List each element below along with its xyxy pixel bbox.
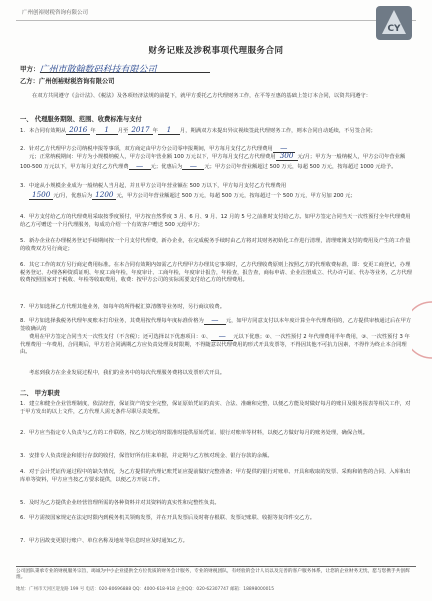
contract-title: 财务记账及涉税事项代理服务合同 [148, 46, 284, 56]
annual-fee: — [204, 316, 226, 325]
party-b [20, 76, 114, 85]
section-1-heading: 一、 代理服务期限、范围、收费标准与支付 [20, 116, 142, 123]
clause-2-7: 7. 甲方因故变更银行账户、单位名称及地址等信息时应及时通知乙方。 [20, 538, 188, 544]
company-logo-icon [374, 4, 414, 42]
end-year: 2017 [128, 126, 152, 135]
clause-2-5: 5. 及时为乙方提供企业经营管理所需的各种资料并对其资料的真实性和完整性负责。 [20, 500, 220, 506]
discount-1: — [211, 332, 233, 341]
clause-2-3: 3. 安排专人负责现金和银行存款的收付，保管好所有往来单据，并定期与乙方核对现金、银行存款的余额。 [20, 453, 273, 459]
clause-1-1: 1. 本合同有效期从 2016 年 1 月至 2017 年 1 月，期满双方未提出异议视续签此代理财务工作，则本合同自动延续，不另签合同； [20, 125, 376, 134]
footer-contact: 地址：广州市天河区迎龙路 199 号 电话：020-80696888 QQ：4000-618-918 企业QQ：020-62307747 邮箱：18898000015 [16, 587, 275, 592]
clause-1-5: 5. 新办企业在办理税务登记手续期间按一个月支付代理费，新办企业，在完成税务手续时由乙方将对其财务初始化工作进行清理，清理账簿支付的费用及产生的工作量的收费双方另行商定； [20, 238, 411, 252]
company-header: 广州创裕财税咨询有限公司 [22, 10, 89, 16]
party-a-name: 广州市散翰数码科技有限公司 [40, 62, 210, 73]
party-b-name: 广州创裕财税咨询有限公司 [38, 78, 115, 85]
clause-1-8-cont: 费用在甲方签定合同当天一次性支付（不含税）；还可选择以下优惠项目：①、 — 元以下优惠；②、一次性预付 2 年代理费用半年费用，③、一次性预付 3 年代理费用一年费用，合同期后，甲方若合同满期乙方应负责处理及时限期，不得随意以代理费用的形式开具发票等，不得因其他不可抗力因素，不得作为终止本合同理由。 [20, 331, 410, 356]
clause-2-2: 2. 甲方应当指定专人负责与乙方的工作联络，按乙方规定的时限准时提供原始凭证、银行对账单等材料，以便乙方做好每月的账务处理，确保合规。 [20, 430, 369, 436]
mid-disc: 1200 [92, 191, 116, 200]
svg-text:CY: CY [387, 24, 401, 34]
end-month: 1 [158, 126, 180, 135]
start-month: 1 [96, 126, 118, 135]
party-a [20, 62, 210, 73]
clause-2-1: 1. 建立和健全企业管理制度，依法经营，保证资产的安全完整，保证原始凭证的真实、合法、准确和完整，以便乙方能及时做好每月的账目及服务报表等相关工作，对于甲方发出的以上文件，乙方代理人需无条件尽职尽责处理。 [20, 401, 411, 415]
header-rule [16, 20, 416, 21]
clause-1-4: 4. 甲方支付给乙方的代理费用采取按季度预付，甲方按自然季度 3 月、6 月、9 月、12 月的 5 号之前准时支付给乙方。如甲方签定合同当天一次性预付全年代理费用给乙方可赠送一个月代理服务，每成功介绍一个有效客户赠送 500 元给甲方； [20, 214, 411, 228]
party-a-label: 甲方： [20, 65, 40, 73]
clause-1-3: 3. 中途从小规模企业成为一般纳税人当月起，并且甲方公司年营业额在 500 万以下，甲方每月支付乙方代理费用 [20, 183, 287, 189]
seal-stamp-partial [412, 300, 432, 360]
party-b-label: 乙方： [20, 78, 39, 85]
intro-paragraph [20, 93, 412, 101]
footer-note: 公司团队秉承专业的财税服务宗旨，竭诚为中小企业提供全方位优质的财务会计服务，专业的财税团队，有经验的会计人员以及完善的客户服务体系，让您的企业财务无忧，愿与您携手共创辉煌。 [16, 566, 416, 581]
clause-1-6: 6. 其它工作的双方另行商定费用标准。在本合同有效期内如需乙方代理甲方办理其它事项时，乙方代理收费原则上按照乙方的代理收费标准，即：变更工商登记，办理税务登记、办理各种资质证明、年度工商年检，年度审计、工商年检，年度审计报告，年检查，报告查，商标申请、企业注册成立、代办许可证、代办等业务，乙方代理收费按照国家对于税收、年检等收取费用，收费：按甲方公司的实际需要支付给乙方的代理费用。 [20, 262, 412, 284]
clause-1-7: 7. 甲方如选择乙方代理其他业务，如每年的所得税汇算清缴等业务时，另行商议收费。 [20, 304, 225, 310]
clause-1-2: 2. 针对乙方代理甲方公司纳税申报等事项，双方商定由甲方分公司零申报期间，甲方每月支付乙方代理费用 — [20, 144, 414, 154]
clause-1-note: 考虑到我方在企业发展过程中，我们的业务中的每次代理服务费将以发票形式开具。 [29, 370, 225, 376]
intro-text: 在双方共同遵守《会计法》、《税法》及各项经济法规的前提下，就甲方委托乙方代理财务工作，在平等互惠的基础上签订本合同，以资共同遵守： [32, 93, 372, 99]
clause-2-6: 6. 甲方需按国家规定在法定时限内到税务机关领购发票，并在开具发票后及时将存根联、发票记账联、收据等复印件交乙方。 [20, 515, 316, 521]
zero-fee: — [273, 144, 295, 153]
clause-1-8: 8. 甲方如选择我税务代理年度账本打印业务，其费用按代理每年度标准价格为 — 元，如甲方同意支付以本年度计算全年代理费用的，乙方提供审核通过后在甲方签收确认的 [20, 315, 412, 332]
clause-2-4: 4. 对于会计凭证传递过程中的缺失情况，为乙方提供的代理记账凭证应提前做好完整准备；甲方提供的银行对账单、开具和收取的发票、采购和销售的合同、入库和出库单等资料，甲方应当按乙方要求提供，以便乙方开展工作。 [20, 469, 411, 483]
general-disc: — [182, 162, 204, 171]
general-fee: — [129, 162, 151, 171]
small-fee: 300 [276, 152, 298, 161]
clause-1-3-cont: 1500 元/月，优惠后为 1200 元，甲方公司年营业额超过 500 万元，每超 500 万元，按每超过一个 500 万元，甲方另加 200 元； [20, 191, 414, 201]
clause-1-2-cont: 元；正常纳税期间：甲方为小规模纳税人，甲方公司年营业额 100 万元以下，甲方每月支付乙方代理费用 300 元/月；甲方为一般纳税人，甲方公司年营业额 100-500 万元以下，甲方每月支付乙方代理费 — 元；优惠后为 — 元；甲方公司年营业额超过 500 万元，每超 500 万元，按每超过 1000 元给予。 [20, 151, 406, 170]
mid-fee: 1500 [29, 191, 53, 200]
section-2-heading: 二、 甲方职责 [20, 390, 60, 397]
start-year: 2016 [66, 126, 90, 135]
